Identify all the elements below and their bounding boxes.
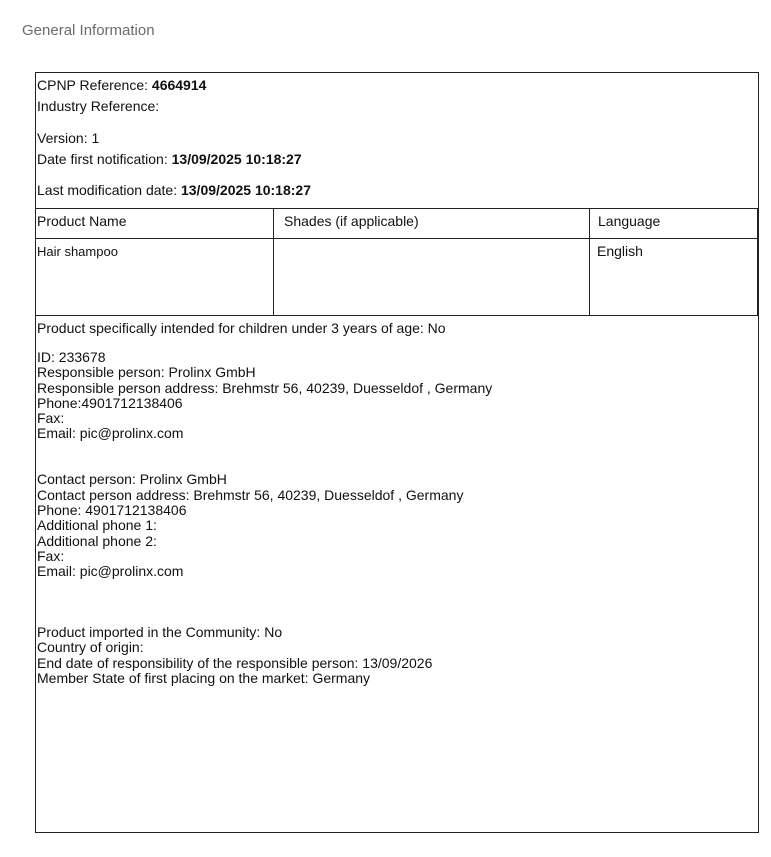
date-first-notification <box>37 151 302 167</box>
first-notification-value: 13/09/2025 10:18:27 <box>171 151 302 167</box>
responsible-fax: Fax: <box>37 410 65 426</box>
table-right-border <box>757 208 758 316</box>
children-under-3: Product specifically intended for children under 3 years of age: No <box>37 320 446 336</box>
last-modification-label: Last modification date: <box>37 182 181 198</box>
last-modification-value: 13/09/2025 10:18:27 <box>180 182 311 198</box>
contact-additional-phone-2: Additional phone 2: <box>37 533 157 549</box>
table-divider-2 <box>589 208 590 316</box>
contact-address: Contact person address: Brehmstr 56, 40239, Duesseldof , Germany <box>37 487 464 503</box>
country-of-origin: Country of origin: <box>37 639 144 655</box>
section-title: General Information <box>22 22 155 39</box>
responsible-id: ID: 233678 <box>37 349 106 365</box>
member-state: Member State of first placing on the market: Germany <box>37 670 371 686</box>
table-top-border <box>35 208 759 209</box>
responsible-person: Responsible person: Prolinx GmbH <box>37 364 256 380</box>
contact-fax: Fax: <box>37 548 65 564</box>
table-header-border <box>35 238 759 239</box>
contact-additional-phone-1: Additional phone 1: <box>37 517 157 533</box>
responsible-address: Responsible person address: Brehmstr 56, 40239, Duesseldof , Germany <box>37 380 493 396</box>
language-cell: English <box>597 243 643 259</box>
cpnp-label: CPNP Reference: <box>37 77 152 93</box>
column-header-language: Language <box>598 213 661 229</box>
first-notification-label: Date first notification: <box>37 151 172 167</box>
last-modification-date <box>37 182 311 198</box>
table-bottom-border <box>35 315 759 316</box>
contact-email: Email: pic@prolinx.com <box>37 563 184 579</box>
product-name-cell: Hair shampoo <box>37 244 118 259</box>
column-header-product-name: Product Name <box>37 213 127 229</box>
cpnp-value: 4664914 <box>151 77 207 93</box>
industry-reference: Industry Reference: <box>37 98 160 114</box>
responsible-email: Email: pic@prolinx.com <box>37 425 184 441</box>
contact-phone: Phone: 4901712138406 <box>37 502 187 518</box>
cpnp-reference <box>37 77 206 93</box>
column-header-shades: Shades (if applicable) <box>284 213 419 229</box>
table-divider-1 <box>273 208 274 316</box>
version: Version: 1 <box>37 130 100 146</box>
contact-person: Contact person: Prolinx GmbH <box>37 471 227 487</box>
product-imported: Product imported in the Community: No <box>37 624 283 640</box>
responsible-phone: Phone:4901712138406 <box>37 395 183 411</box>
end-date-responsibility: End date of responsibility of the responsible person: 13/09/2026 <box>37 655 433 671</box>
